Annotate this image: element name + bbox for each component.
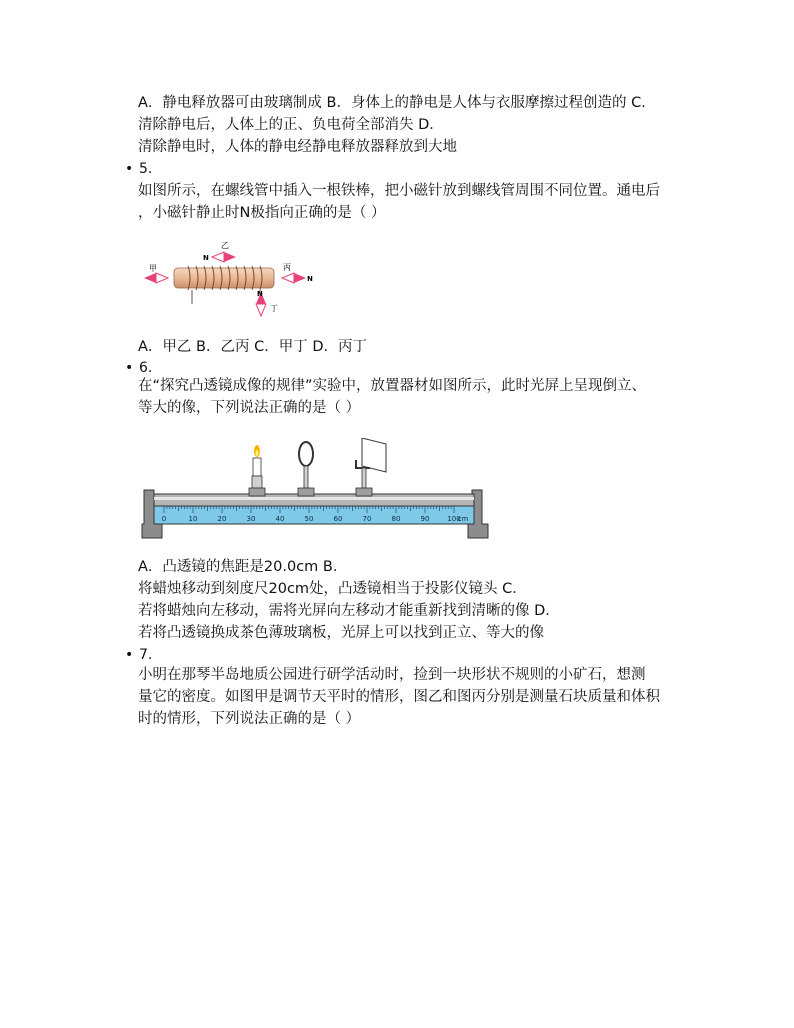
ruler-tick-label: 40 xyxy=(275,515,285,523)
label-yi-n: N xyxy=(203,254,209,262)
compass-yi-s-pole xyxy=(224,252,236,262)
label-jia: 甲 xyxy=(149,264,157,273)
convex-lens xyxy=(298,442,314,496)
q7-stem-line-2: 量它的密度。如图甲是调节天平时的情形，图乙和图丙分别是测量石块质量和体积 xyxy=(138,689,660,705)
label-ding-n: N xyxy=(257,290,263,298)
q5-stem-line-2: ，小磁针静止时N极指向正确的是（ ） xyxy=(138,205,386,221)
light-screen xyxy=(356,438,386,496)
candle xyxy=(249,445,265,496)
ruler-tick-label: 80 xyxy=(391,515,401,523)
ruler-tick-label: 30 xyxy=(246,515,256,523)
compass-bing-s-pole xyxy=(282,273,294,283)
compass-ding-s-pole xyxy=(256,304,266,316)
compass-bing-n-pole xyxy=(294,273,306,283)
ruler-tick-label: 20 xyxy=(217,515,227,523)
q4-option-line-3: 清除静电时，人体的静电经静电释放器释放到大地 xyxy=(138,139,457,155)
q5-options: A．甲乙 B．乙丙 C．甲丁 D．丙丁 xyxy=(138,339,367,355)
ruler-tick-label: 10 xyxy=(188,515,198,523)
q7-stem-line-1: 小明在那琴半岛地质公园进行研学活动时，捡到一块形状不规则的小矿石，想测 xyxy=(138,667,646,683)
ruler-tick-label: 0 xyxy=(161,515,167,523)
ruler-unit-label: cm xyxy=(457,515,469,523)
label-yi: 乙 xyxy=(221,241,229,250)
ruler-tick-label: 70 xyxy=(362,515,372,523)
q7-stem-line-3: 时的情形，下列说法正确的是（ ） xyxy=(138,711,361,727)
label-bing-n: N xyxy=(307,275,313,283)
ruler-tick-label: 60 xyxy=(333,515,343,523)
solenoid-figure xyxy=(140,238,330,322)
q4-option-line-1: A．静电释放器可由玻璃制成 B．身体上的静电是人体与衣服摩擦过程创造的 C． xyxy=(138,95,656,111)
ruler-tick-label: 90 xyxy=(420,515,430,523)
q5-stem-line-1: 如图所示，在螺线管中插入一根铁棒，把小磁针放到螺线管周围不同位置。通电后 xyxy=(138,183,660,199)
label-bing: 丙 xyxy=(283,263,291,272)
q4-option-line-2: 清除静电后，人体上的正、负电荷全部消失 D． xyxy=(138,117,444,133)
compass-yi-n-pole xyxy=(212,252,224,262)
q6-option-line-1: A．凸透镜的焦距是20.0cm B． xyxy=(138,559,348,575)
q6-stem-line-2: 等大的像，下列说法正确的是（ ） xyxy=(138,400,361,416)
q7-number: 7. xyxy=(139,647,153,663)
optical-bench-figure xyxy=(140,438,492,542)
compass-jia-s-pole xyxy=(156,273,168,283)
label-ding: 丁 xyxy=(270,304,278,313)
ruler-tick-label: 100 xyxy=(447,515,461,523)
q6-stem-line-1: 在“探究凸透镜成像的规律”实验中，放置器材如图所示，此时光屏上呈现倒立、 xyxy=(138,378,647,394)
q5-number: 5. xyxy=(139,161,153,177)
bench-rail-highlight xyxy=(154,497,474,500)
compass-jia-n-pole xyxy=(144,273,156,283)
q6-option-line-3: 若将蜡烛向左移动，需将光屏向左移动才能重新找到清晰的像 D． xyxy=(138,603,560,619)
ruler-tick-label: 50 xyxy=(304,515,314,523)
q6-option-line-4: 若将凸透镜换成茶色薄玻璃板，光屏上可以找到正立、等大的像 xyxy=(138,625,544,641)
q6-number: 6. xyxy=(139,360,153,376)
q6-option-line-2: 将蜡烛移动到刻度尺20cm处，凸透镜相当于投影仪镜头 C． xyxy=(138,581,527,597)
